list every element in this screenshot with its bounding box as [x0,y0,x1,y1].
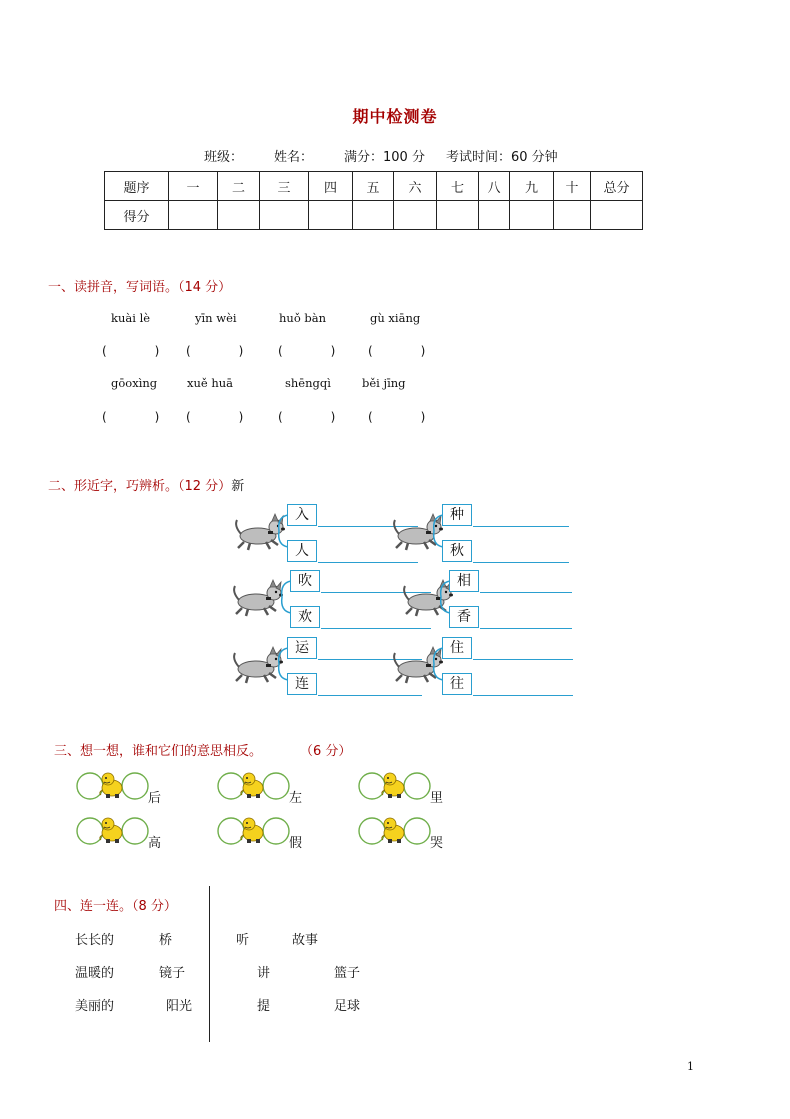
answer-line[interactable] [480,628,572,629]
section2-title-text: 二、形近字，巧辨析。（12 分） [48,479,232,494]
bee-circles-icon[interactable] [217,770,291,802]
score-table [104,171,643,230]
row-label: 得分 [105,201,169,230]
score-cell[interactable] [260,201,309,230]
pinyin: shēngqì [285,376,331,390]
header-cell: 二 [218,172,260,201]
bee-circles-icon[interactable] [76,770,150,802]
answer-line[interactable] [473,659,573,660]
char-box: 连 [287,673,317,695]
header-cell: 十 [554,172,591,201]
header-cell: 四 [309,172,353,201]
section3-title: 三、想一想，谁和它们的意思相反。 [54,744,263,759]
header-cell: 总分 [591,172,643,201]
answer-blank[interactable]: ( ) [102,344,160,358]
score-cell[interactable] [479,201,510,230]
char-box: 住 [442,637,472,659]
match-word[interactable]: 长长的 [75,933,115,948]
header-cell: 六 [394,172,437,201]
bee-circles-icon[interactable] [217,815,291,847]
char-box: 往 [442,673,472,695]
section4-title: 四、连一连。（8 分） [54,899,177,914]
answer-blank[interactable]: ( ) [278,410,336,424]
char-box: 人 [287,540,317,562]
pinyin: gōoxìng [111,376,158,390]
answer-blank[interactable]: ( ) [368,344,426,358]
char-box: 运 [287,637,317,659]
char-box: 秋 [442,540,472,562]
opposite-word: 里 [430,791,444,806]
pinyin: gù xiāng [370,311,421,325]
match-word[interactable]: 美丽的 [75,999,115,1014]
header-cell: 题序 [105,172,169,201]
score-table-header [105,172,643,201]
answer-line[interactable] [480,592,572,593]
score-cell[interactable] [437,201,479,230]
match-word[interactable]: 足球 [334,999,361,1014]
answer-line[interactable] [318,695,422,696]
match-word[interactable]: 温暖的 [75,966,115,981]
char-box: 吹 [290,570,320,592]
score-cell[interactable] [169,201,218,230]
answer-blank[interactable]: ( ) [278,344,336,358]
match-word[interactable]: 听 [236,933,250,948]
full-score: 满分：100 分 [344,150,425,165]
answer-line[interactable] [473,695,573,696]
answer-line[interactable] [318,562,418,563]
char-box: 香 [449,606,479,628]
page-title: 期中检测卷 [352,107,438,126]
opposite-word: 高 [148,836,162,851]
opposite-word: 哭 [430,836,444,851]
header-cell: 八 [479,172,510,201]
section2-suffix: 新 [231,479,245,494]
match-word[interactable]: 阳光 [166,999,193,1014]
divider [209,886,210,1042]
char-box: 欢 [290,606,320,628]
answer-blank[interactable]: ( ) [186,410,244,424]
match-word[interactable]: 讲 [257,966,271,981]
answer-line[interactable] [473,562,569,563]
header-cell: 七 [437,172,479,201]
score-cell[interactable] [554,201,591,230]
pinyin: yīn wèi [195,311,237,325]
pinyin: kuài lè [111,311,151,325]
name-label: 姓名： [274,150,314,165]
header-cell: 九 [510,172,554,201]
section1-title: 一、读拼音，写词语。（14 分） [48,280,232,295]
score-cell[interactable] [353,201,394,230]
answer-line[interactable] [473,526,569,527]
pinyin: běi jīng [362,376,406,390]
answer-blank[interactable]: ( ) [368,410,426,424]
header-cell: 一 [169,172,218,201]
opposite-word: 后 [148,791,162,806]
answer-blank[interactable]: ( ) [186,344,244,358]
header-cell: 五 [353,172,394,201]
bee-circles-icon[interactable] [76,815,150,847]
score-cell[interactable] [591,201,643,230]
answer-line[interactable] [321,628,431,629]
pinyin: xuě huā [187,376,234,390]
match-word[interactable]: 篮子 [334,966,361,981]
char-box: 入 [287,504,317,526]
match-word[interactable]: 提 [257,999,271,1014]
page-number: 1 [687,1060,694,1073]
match-word[interactable]: 故事 [292,933,319,948]
score-cell[interactable] [218,201,260,230]
match-word[interactable]: 镜子 [159,966,186,981]
score-cell[interactable] [309,201,353,230]
score-table-row [105,201,643,230]
section3-score: （6 分） [300,744,352,759]
class-label: 班级： [204,150,244,165]
header-cell: 三 [260,172,309,201]
bee-circles-icon[interactable] [358,770,432,802]
bee-circles-icon[interactable] [358,815,432,847]
opposite-word: 假 [289,836,303,851]
char-box: 相 [449,570,479,592]
answer-blank[interactable]: ( ) [102,410,160,424]
section2-title [48,475,244,494]
score-cell[interactable] [394,201,437,230]
pinyin: huǒ bàn [279,311,327,325]
score-cell[interactable] [510,201,554,230]
char-box: 种 [442,504,472,526]
exam-time: 考试时间：60 分钟 [446,150,558,165]
opposite-word: 左 [289,791,303,806]
match-word[interactable]: 桥 [159,933,173,948]
